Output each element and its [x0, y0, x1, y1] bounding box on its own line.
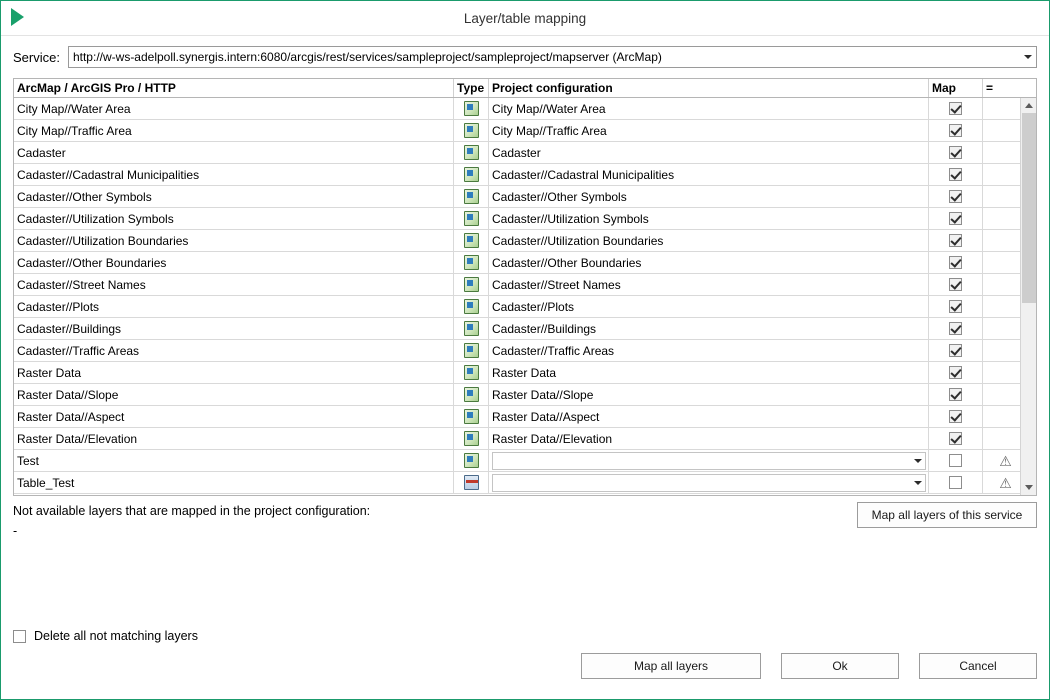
cell-source-layer: Raster Data — [14, 362, 454, 383]
column-header-map: Map — [929, 79, 983, 97]
cell-map-checkbox[interactable] — [929, 98, 983, 119]
cell-project-configuration[interactable]: Raster Data//Aspect — [489, 406, 929, 427]
cell-source-layer: Test — [14, 450, 454, 471]
cell-map-checkbox[interactable] — [929, 362, 983, 383]
cell-project-configuration[interactable] — [489, 472, 929, 493]
table-row[interactable] — [14, 384, 1036, 406]
layer-icon — [464, 123, 479, 138]
table-row[interactable] — [14, 428, 1036, 450]
table-row[interactable] — [14, 318, 1036, 340]
cell-source-layer: Cadaster — [14, 142, 454, 163]
cell-project-configuration[interactable]: Cadaster//Traffic Areas — [489, 340, 929, 361]
map-checkbox[interactable] — [949, 212, 962, 225]
dialog-title: Layer/table mapping — [463, 10, 587, 26]
map-checkbox[interactable] — [949, 278, 962, 291]
cell-source-layer: City Map//Traffic Area — [14, 120, 454, 141]
table-row[interactable] — [14, 472, 1036, 494]
map-checkbox[interactable] — [949, 256, 962, 269]
scrollbar-thumb[interactable] — [1022, 113, 1036, 303]
warning-triangle-icon: ⚠ — [999, 474, 1012, 491]
cell-project-configuration[interactable]: City Map//Traffic Area — [489, 120, 929, 141]
map-all-layers-button[interactable]: Map all layers — [581, 653, 761, 679]
layer-icon — [464, 189, 479, 204]
table-row[interactable] — [14, 230, 1036, 252]
cell-map-checkbox[interactable] — [929, 142, 983, 163]
play-triangle-icon — [11, 8, 24, 26]
cell-type — [454, 296, 489, 317]
cell-map-checkbox[interactable] — [929, 208, 983, 229]
project-configuration-combobox[interactable] — [492, 474, 926, 492]
cell-source-layer: Raster Data//Slope — [14, 384, 454, 405]
map-checkbox[interactable] — [949, 102, 962, 115]
service-row — [1, 36, 1049, 74]
cell-project-configuration[interactable]: City Map//Water Area — [489, 98, 929, 119]
cell-project-configuration[interactable]: Raster Data//Slope — [489, 384, 929, 405]
not-available-section — [13, 504, 1037, 538]
map-checkbox[interactable] — [949, 234, 962, 247]
layer-icon — [464, 431, 479, 446]
table-row[interactable] — [14, 120, 1036, 142]
map-checkbox[interactable] — [949, 322, 962, 335]
layer-icon — [464, 167, 479, 182]
cell-map-checkbox[interactable] — [929, 120, 983, 141]
cell-source-layer: Raster Data//Elevation — [14, 428, 454, 449]
layer-icon — [464, 277, 479, 292]
title-bar — [1, 1, 1049, 36]
cell-project-configuration[interactable]: Cadaster//Other Boundaries — [489, 252, 929, 273]
grid-vertical-scrollbar[interactable] — [1020, 98, 1036, 495]
cell-type — [454, 208, 489, 229]
cell-type — [454, 252, 489, 273]
service-combobox-value: http://w-ws-adelpoll.synergis.intern:6080/arcgis/rest/services/sampleproject/sampleproject/mapserver (ArcMap) — [72, 50, 662, 64]
cell-map-checkbox[interactable] — [929, 340, 983, 361]
table-row[interactable] — [14, 186, 1036, 208]
scroll-up-icon[interactable] — [1021, 98, 1036, 113]
map-checkbox[interactable] — [949, 168, 962, 181]
cell-map-checkbox[interactable] — [929, 428, 983, 449]
cell-type — [454, 406, 489, 427]
delete-not-matching-layers-checkbox[interactable] — [13, 630, 26, 643]
layer-icon — [464, 299, 479, 314]
map-checkbox[interactable] — [949, 344, 962, 357]
cell-source-layer: Cadaster//Plots — [14, 296, 454, 317]
map-checkbox[interactable] — [949, 410, 962, 423]
cell-map-checkbox[interactable] — [929, 384, 983, 405]
cell-project-configuration[interactable]: Cadaster//Cadastral Municipalities — [489, 164, 929, 185]
table-icon — [464, 475, 479, 490]
cell-type — [454, 318, 489, 339]
map-all-layers-of-this-service-button[interactable]: Map all layers of this service — [857, 502, 1037, 528]
chevron-down-icon[interactable] — [910, 481, 925, 485]
ok-button[interactable]: Ok — [781, 653, 899, 679]
map-checkbox[interactable] — [949, 146, 962, 159]
layer-icon — [464, 409, 479, 424]
service-combobox[interactable] — [68, 46, 1037, 68]
cell-map-checkbox[interactable] — [929, 164, 983, 185]
cell-project-configuration[interactable]: Raster Data//Elevation — [489, 428, 929, 449]
cell-map-checkbox[interactable] — [929, 296, 983, 317]
cell-type — [454, 186, 489, 207]
cell-map-checkbox[interactable] — [929, 472, 983, 493]
delete-not-matching-layers-row[interactable] — [13, 629, 198, 643]
scroll-down-icon[interactable] — [1021, 480, 1036, 495]
cell-project-configuration[interactable]: Cadaster//Utilization Boundaries — [489, 230, 929, 251]
map-checkbox[interactable] — [949, 190, 962, 203]
cell-map-checkbox[interactable] — [929, 450, 983, 471]
cell-source-layer: Table_Test — [14, 472, 454, 493]
cell-project-configuration[interactable] — [489, 450, 929, 471]
table-row[interactable] — [14, 142, 1036, 164]
layer-icon — [464, 211, 479, 226]
cell-source-layer: Cadaster//Utilization Boundaries — [14, 230, 454, 251]
cell-type — [454, 340, 489, 361]
cell-project-configuration[interactable]: Cadaster//Plots — [489, 296, 929, 317]
table-row[interactable] — [14, 340, 1036, 362]
layer-icon — [464, 365, 479, 380]
cell-type — [454, 274, 489, 295]
column-header-project: Project configuration — [489, 79, 929, 97]
cell-type — [454, 142, 489, 163]
cell-type — [454, 450, 489, 471]
map-checkbox[interactable] — [949, 476, 962, 489]
chevron-down-icon[interactable] — [910, 459, 925, 463]
layer-icon — [464, 321, 479, 336]
cell-map-checkbox[interactable] — [929, 252, 983, 273]
cell-source-layer: Raster Data//Aspect — [14, 406, 454, 427]
layer-icon — [464, 101, 479, 116]
cell-source-layer: Cadaster//Other Boundaries — [14, 252, 454, 273]
table-row[interactable] — [14, 252, 1036, 274]
cell-type — [454, 230, 489, 251]
column-header-source: ArcMap / ArcGIS Pro / HTTP — [14, 79, 454, 97]
cell-project-configuration[interactable]: Cadaster//Street Names — [489, 274, 929, 295]
table-row[interactable] — [14, 274, 1036, 296]
grid-rows — [14, 98, 1036, 494]
cell-project-configuration[interactable]: Cadaster//Other Symbols — [489, 186, 929, 207]
cell-map-checkbox[interactable] — [929, 406, 983, 427]
not-available-value: - — [13, 524, 18, 538]
cell-type — [454, 384, 489, 405]
layer-icon — [464, 387, 479, 402]
warning-triangle-icon: ⚠ — [999, 452, 1012, 469]
cell-project-configuration[interactable]: Cadaster//Utilization Symbols — [489, 208, 929, 229]
map-checkbox[interactable] — [949, 124, 962, 137]
cell-map-checkbox[interactable] — [929, 274, 983, 295]
table-row[interactable] — [14, 406, 1036, 428]
cell-source-layer: Cadaster//Buildings — [14, 318, 454, 339]
column-header-equal: = — [986, 81, 994, 95]
cell-type — [454, 472, 489, 493]
layer-icon — [464, 453, 479, 468]
cell-type — [454, 98, 489, 119]
cell-map-checkbox[interactable] — [929, 230, 983, 251]
map-checkbox[interactable] — [949, 366, 962, 379]
delete-not-matching-layers-label: Delete all not matching layers — [34, 629, 198, 643]
cell-map-checkbox[interactable] — [929, 186, 983, 207]
cell-project-configuration[interactable]: Raster Data — [489, 362, 929, 383]
cell-project-configuration[interactable]: Cadaster — [489, 142, 929, 163]
cell-type — [454, 428, 489, 449]
cell-type — [454, 164, 489, 185]
table-row[interactable] — [14, 450, 1036, 472]
not-available-label: Not available layers that are mapped in the project configuration: — [13, 504, 371, 518]
grid-header-row — [14, 78, 1036, 98]
table-row[interactable] — [14, 164, 1036, 186]
cancel-button[interactable]: Cancel — [919, 653, 1037, 679]
table-row[interactable] — [14, 362, 1036, 384]
table-row[interactable] — [14, 98, 1036, 120]
cell-source-layer: City Map//Water Area — [14, 98, 454, 119]
service-label: Service: — [13, 49, 60, 65]
layer-icon — [464, 233, 479, 248]
cell-type — [454, 362, 489, 383]
cell-source-layer: Cadaster//Street Names — [14, 274, 454, 295]
footer-buttons — [581, 653, 1037, 679]
cell-source-layer: Cadaster//Other Symbols — [14, 186, 454, 207]
cell-source-layer: Cadaster//Traffic Areas — [14, 340, 454, 361]
cell-type — [454, 120, 489, 141]
cell-project-configuration[interactable]: Cadaster//Buildings — [489, 318, 929, 339]
layer-icon — [464, 145, 479, 160]
layer-mapping-grid — [13, 78, 1037, 496]
layer-icon — [464, 255, 479, 270]
cell-source-layer: Cadaster//Cadastral Municipalities — [14, 164, 454, 185]
chevron-down-icon[interactable] — [1019, 47, 1036, 67]
column-header-type: Type — [454, 79, 489, 97]
map-checkbox[interactable] — [949, 432, 962, 445]
project-configuration-combobox[interactable] — [492, 452, 926, 470]
layer-icon — [464, 343, 479, 358]
table-row[interactable] — [14, 208, 1036, 230]
cell-source-layer: Cadaster//Utilization Symbols — [14, 208, 454, 229]
cell-map-checkbox[interactable] — [929, 318, 983, 339]
map-checkbox[interactable] — [949, 300, 962, 313]
map-checkbox[interactable] — [949, 388, 962, 401]
map-checkbox[interactable] — [949, 454, 962, 467]
table-row[interactable] — [14, 296, 1036, 318]
